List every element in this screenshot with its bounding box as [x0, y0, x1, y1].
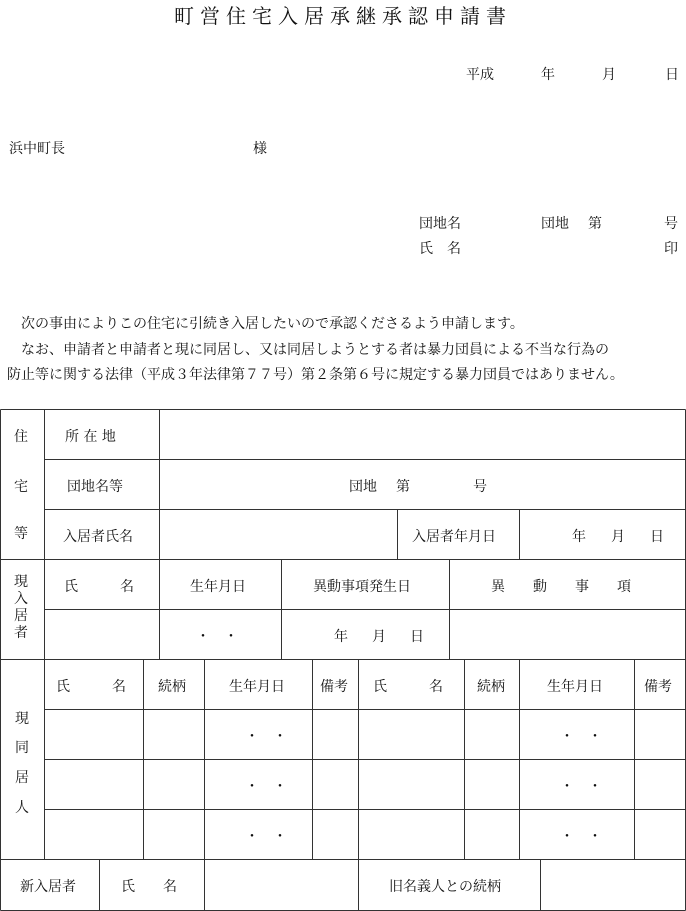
applicant-go: 号 — [664, 216, 678, 232]
cohabitant-name-header-right: 氏 名 — [373, 679, 443, 695]
body-line-2: なお、申請者と申請者と現に同居し、又は同居しようとする者は暴力団員による不当な行為の — [7, 342, 609, 358]
applicant-dai: 第 — [588, 216, 602, 232]
resident-birth-year: 年 — [572, 529, 586, 545]
date-day: 日 — [665, 67, 679, 83]
addressee-honorific: 様 — [253, 141, 267, 157]
change-label: 異 動 事 項 — [491, 579, 631, 595]
cohabitant-group-label-2: 同 — [15, 740, 29, 756]
cohabitant-birth-dots: ・ ・ — [560, 829, 602, 845]
current-resident-group-label: 現入居者 — [14, 574, 28, 641]
date-month: 月 — [602, 67, 616, 83]
new-resident-label: 新入居者 — [20, 879, 76, 895]
current-resident-name-label: 氏 名 — [64, 579, 134, 595]
danchi-value: 団地 — [349, 479, 377, 495]
cohabitant-birth-dots: ・ ・ — [245, 779, 287, 795]
current-resident-birth-label: 生年月日 — [190, 579, 246, 595]
date-year: 年 — [541, 67, 555, 83]
body-line-3: 防止等に関する法律（平成３年法律第７７号）第２条第６号に規定する暴力団員ではありません。 — [7, 367, 624, 383]
new-resident-name-label: 氏 名 — [121, 879, 177, 895]
body-line-1: 次の事由によりこの住宅に引続き入居したいので承認くださるよう申請します。 — [7, 316, 524, 332]
cohabitant-group-label-3: 居 — [15, 770, 29, 786]
cohabitant-group-label-4: 人 — [15, 800, 29, 816]
change-date-day: 日 — [410, 629, 424, 645]
cohabitant-birth-dots: ・ ・ — [245, 829, 287, 845]
addressee-mayor: 浜中町長 — [9, 141, 65, 157]
cohabitant-relation-header-right: 続柄 — [477, 679, 505, 695]
housing-group-label-2: 宅 — [14, 479, 28, 495]
danchi-go: 号 — [473, 479, 487, 495]
cohabitant-birth-dots: ・ ・ — [560, 779, 602, 795]
applicant-danchi-value: 団地 — [541, 216, 569, 232]
change-date-year: 年 — [334, 629, 348, 645]
applicant-seal: 印 — [664, 241, 678, 257]
applicant-danchi-label: 団地名 — [419, 216, 461, 232]
change-date-label: 異動事項発生日 — [313, 579, 411, 595]
cohabitant-birth-header-left: 生年月日 — [229, 679, 285, 695]
date-era: 平成 — [466, 67, 494, 83]
location-label: 所 在 地 — [65, 429, 116, 445]
cohabitant-birth-dots: ・ ・ — [245, 729, 287, 745]
danchi-dai: 第 — [396, 479, 410, 495]
cohabitant-note-header-right: 備考 — [644, 679, 672, 695]
housing-group-label-3: 等 — [14, 526, 28, 542]
cohabitant-name-header-left: 氏 名 — [56, 679, 126, 695]
cohabitant-note-header-left: 備考 — [320, 679, 348, 695]
resident-name-label: 入居者氏名 — [63, 529, 133, 545]
current-resident-birth-dots: ・ ・ — [196, 629, 238, 645]
resident-birth-month: 月 — [611, 529, 625, 545]
cohabitant-group-label-1: 現 — [15, 711, 29, 727]
change-date-month: 月 — [372, 629, 386, 645]
cohabitant-birth-header-right: 生年月日 — [547, 679, 603, 695]
page-title: 町営住宅入居承継承認申請書 — [174, 4, 512, 28]
new-resident-relation-label: 旧名義人との続柄 — [389, 879, 501, 895]
resident-birth-label: 入居者年月日 — [412, 529, 496, 545]
resident-birth-day: 日 — [650, 529, 664, 545]
danchi-name-label: 団地名等 — [67, 479, 123, 495]
cohabitant-birth-dots: ・ ・ — [560, 729, 602, 745]
housing-group-label-1: 住 — [14, 429, 28, 445]
cohabitant-relation-header-left: 続柄 — [158, 679, 186, 695]
applicant-name-label: 氏 名 — [419, 241, 461, 257]
